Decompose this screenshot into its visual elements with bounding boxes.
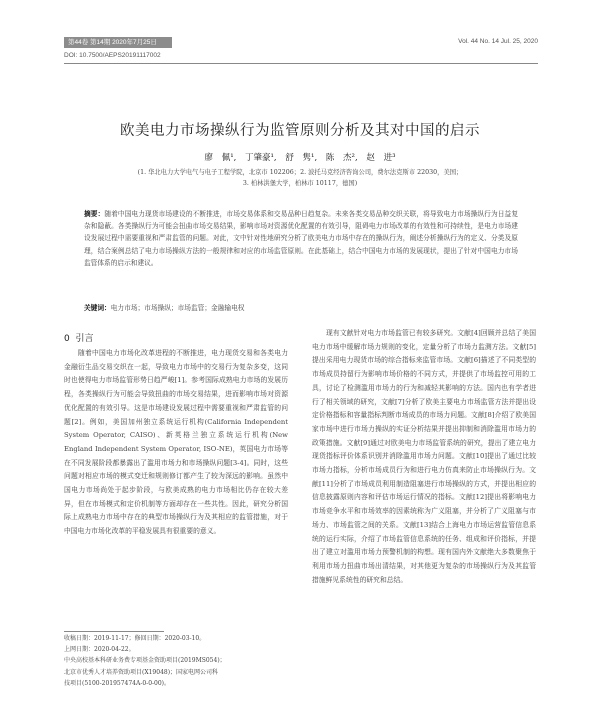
section-title: 引言 (75, 334, 94, 344)
abstract-text: 随着中国电力现货市场建设的不断推进，市场交易体系和交易品种日趋复杂。未来各类交易品种交织关联，将导致电力市场操纵行为日益复杂和隐蔽。各类操纵行为可能会扭曲市场交易结果，影响市场对资源优化配置的有效引导，阻碍电力市场改革的有效性和可持续性，是电力市场建设发展过程中需要重视和严肃监管的问题。对此，文中针对性地研究分析了欧美电力市场中存在的操纵行为，阐述分析操纵行为的定义、分类及原理，结合案例总结了电力市场操纵方法的一般规律和对应的市场监管原则。在此基础上，结合中国电力市场的发展现状，提出了针对中国电力市场监管体系的启示和建议。 (84, 210, 519, 267)
keywords (84, 302, 518, 312)
section-heading (64, 331, 93, 344)
right-column (312, 327, 536, 587)
footnote-line: 技项目(5100-201957474A-0-0-00)。 (64, 679, 171, 687)
affiliation-line: 3. 柏林洪堡大学，柏林市 10117，德国) (242, 180, 358, 187)
footnote-line: 中央高校基本科研业务费专项基金资助项目(2019MS054)； (64, 657, 226, 665)
affiliations (76, 167, 524, 189)
affiliation-line: (1. 华北电力大学电气与电子工程学院，北京市 102206；2. 波托马克经济咨询公司，费尔法克斯市 22030，美国； (137, 169, 463, 176)
journal-volume-bar: 第44卷 第14期 2020年7月25日 (64, 37, 172, 48)
doi-line[interactable]: DOI: 10.7500/AEPS20191117002 (64, 52, 161, 59)
left-column-text: 随着中国电力市场化改革进程的不断推进，电力现货交易和各类电力金融衍生品交易交织在一起，导致电力市场中的交易行为复杂多变，这同时也使得电力市场监管形势日趋严峻[1]。参考国际成熟电力市场的发展历程，各类操纵行为可能会导致扭曲的市场交易结果，进而影响市场对资源优化配置的有效引导。这是市场建设发展过程中需要重视和严肃监管的问题[2]。例如，美国加州独立系统运行机构(California Independent System Operator, CAISO)、新英格兰独立系统运行机构(New England Independent System Operator, ISO-NE)，英国电力市场等在不同发展阶段都暴露出了滥用市场力和市场操纵问题[3-4]。同时，这些问题对相应市场的模式变迁和规则修订都产生了较为深远的影响。虽然中国电力市场尚处于起步阶段，与欧美成熟的电力市场相比仍存在较大差异，但在市场模式和定价机制等方面却存在一些共性。因此，研究分析国际上成熟电力市场中存在的典型市场操纵行为及其相应的监管措施，对于中国电力市场化改革的平稳发展具有很重要的意义。 (64, 349, 288, 536)
footnote-divider (64, 631, 164, 632)
footnotes (64, 633, 288, 689)
section-number: 0 (64, 334, 70, 344)
right-column-paragraph: 现有文献针对电力市场监管已有较多研究。文献[4]回顾并总结了美国电力市场中缓解市场力规则的变化，定量分析了市场力监测方法。文献[5]提出采用电力现货市场的综合指标来监管市场。文献[6]描述了不同类型的市场成员持留行为影响市场价格的不同方式，并提供了市场监控可用的工具，讨论了检测滥用市场力的行为和减轻其影响的方法。国内也有学者进行了相关领域的研究，文献[7]分析了欧美主要电力市场监管方法并提出设定价格指标和容量指标判断市场成员的市场力问题。文献[8]介绍了欧美国家市场中进行市场力操纵的实证分析结果并提出抑制和消除滥用市场力的政策措施。文献[9]通过对欧美电力市场监管系统的研究，提出了建立电力现货指标评价体系识别并消除滥用市场力问题。文献[10]提出了通过比较市场力指标，分析市场成员行为和进行电力仿真来防止市场操纵行为。文献[11]分析了市场成员利用制造阻塞进行市场操纵的方式，并提出相应的信息披露原则内容和评估市场运行情况的指标。文献[12]提出将影响电力市场竞争水平和市场效率的因素统称为广义阻塞，并分析了广义阻塞与市场力、市场监管之间的关系。文献[13]结合上海电力市场运营监管信息系统的运行实际，介绍了市场监管信息系统的任务、组成和评价指标，并提出了建立对滥用市场力预警机制的构想。现有国内外文献绝大多数聚焦于利用市场力扭曲市场出清结果，对其他更为复杂的市场操纵行为及其监管措施鲜见系统性的研究和总结。 (312, 329, 536, 584)
author-list: 廖 佩¹, 丁肇豪¹, 舒 隽¹, 陈 杰², 赵 进³ (204, 153, 396, 163)
journal-volume-english: Vol. 44 No. 14 Jul. 25, 2020 (458, 38, 538, 45)
footnote-line: 上网日期：2020-04-22。 (64, 646, 135, 654)
keywords-label: 关键词： (84, 304, 111, 312)
header-divider (64, 63, 538, 64)
keywords-text: 电力市场；市场操纵；市场监管；金融输电权 (110, 304, 245, 312)
footnote-line: 收稿日期：2019-11-17；修回日期：2020-03-10。 (64, 635, 206, 642)
paper-title: 欧美电力市场操纵行为监管原则分析及其对中国的启示 (120, 123, 480, 139)
footnote-line: 北京市优秀人才培养资助项目(X19048)；国家电网公司科 (64, 668, 219, 676)
abstract (84, 208, 518, 269)
abstract-label: 摘要： (84, 210, 105, 218)
